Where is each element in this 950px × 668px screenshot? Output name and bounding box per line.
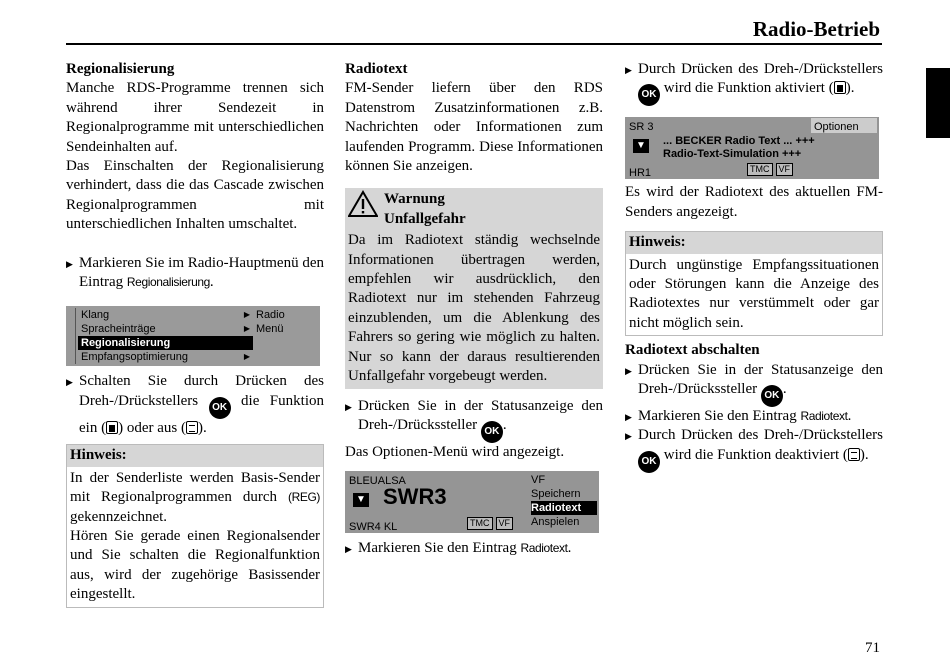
note-box [625,231,883,336]
page-number: 71 [865,640,880,656]
warning-triangle-icon [348,190,378,218]
function-off-icon [186,421,198,434]
options-menu-screenshot: BLEUALSA ▼ SWR3 SWR4 KL TMC VF VF Speichern Radiotext Anspielen [345,471,599,533]
section-heading-regionalisierung: Regionalisierung [66,61,175,77]
note-body: Durch ungünstige Empfangssituationen oder Störungen kann die Anzeige des Radiotextes nur verstümmelt oder gar nicht möglich sein. [629,256,879,331]
warning-body: Da im Radiotext ständig wechselnde Informationen übertragen werden, empfehlen wir ausdrücklich, den Radiotext nur im stehenden Fahrzeug einzublenden, um die Ablenkung des Fahrers so gering wie möglich zu halten. Nur so kann der daraus resultierenden Unfallgefahr vorgebeugt werden. [348,232,600,385]
instruction-step: ▶ Markieren Sie im Radio-Hauptmenü den Eintrag Regionalisierung. [66,254,324,293]
column-regionalisierung [66,60,324,608]
function-off-icon [848,448,860,461]
function-on-icon [834,81,846,94]
options-label: Optionen [811,118,877,133]
tmc-badge: TMC [747,163,773,176]
paragraph: FM-Sender liefern über den RDS Datenstrom Zusatzinformationen z.B. Nachrichten oder Informationen zum laufenden Programm. Diese Informationen können Sie anzeigen. [345,80,603,175]
radiotext-display: ... BECKER Radio Text ... +++ Radio-Text-Simulation +++ [663,135,815,161]
instruction-step: ▶ Durch Drücken des Dreh-/Drückstellers OK wird die Funktion deaktiviert ( ). [625,426,883,472]
options-menu: VF Speichern Radiotext Anspielen [531,473,597,529]
menu-list [78,308,253,364]
instruction-step: ▶ Drücken Sie in der Statusanzeige den Dreh-/Drückssteller OK . [345,397,603,443]
radiotext-screenshot: SR 3 Optionen ▼ ... BECKER Radio Text ... +++ Radio-Text-Simulation +++ HR1 TMC VF [625,117,879,179]
station-flag-icon: ▼ [353,493,369,507]
paragraph: Das Einschalten der Regionalisierung verhindert, dass die das Cascade zwischen Regionalprogrammen mit unterschiedlichen Inhalten umschaltet. [66,158,324,233]
warning-box [345,188,603,388]
menu-item: Klang ▶ [81,309,250,322]
column-radiotext [345,60,603,559]
paragraph: Manche RDS-Programme trennen sich während ihrer Sendezeit in Regionalprogramme mit unterschiedlichen Sendeinhalten auf. [66,80,324,155]
column-radiotext-continued [625,60,883,473]
station-name: SWR3 [383,484,447,510]
note-title: Hinweis: [626,232,882,253]
function-on-icon [106,421,118,434]
tmc-badge: TMC [467,517,493,530]
note-body: In der Senderliste werden Basis-Sender mit Regionalprogrammen durch (REG) gekennzeichnet. Hören Sie gerade einen Regionalsender und Sie schalten die Regionalfunktion aus, wird der zugehörige Basissender eingestellt. [70,469,320,603]
section-heading-radiotext-off: Radiotext abschalten [625,342,760,359]
menu-item: Spracheinträge ▶ [81,323,250,336]
menu-item-selected: Regionalisierung [78,336,253,350]
instruction-step: ▶ Drücken Sie in der Statusanzeige den Dreh-/Drückssteller OK . [625,361,883,407]
vf-badge: VF [496,517,514,530]
ok-button-icon: OK [209,397,231,419]
instruction-step: ▶ Markieren Sie den Eintrag Radiotext. [625,407,883,426]
vf-badge: VF [776,163,794,176]
menu-item: Empfangsoptimierung ▶ [81,351,250,364]
warning-title: Warnung [384,191,445,208]
station-flag-icon: ▼ [633,139,649,153]
menu-entry-name: Regionalisierung [126,275,210,290]
chapter-tab-marker [926,68,950,138]
instruction-step: ▶ Schalten Sie durch Drücken des Dreh-/Drückstellers OK die Funktion ein ( ) oder aus ( ). [66,372,324,438]
instruction-step: ▶ Markieren Sie den Eintrag Radiotext. [345,539,603,558]
header-rule [66,43,882,45]
note-box [66,444,324,607]
radio-menu-screenshot [66,306,320,366]
instruction-step: ▶ Durch Drücken des Dreh-/Drückstellers OK wird die Funktion aktiviert ( ). [625,60,883,106]
menu-side-label: Radio Menü [256,309,285,336]
note-title: Hinweis: [67,445,323,466]
ok-button-icon: OK [761,385,783,407]
paragraph: Es wird der Radiotext des aktuellen FM-Senders angezeigt. [625,184,883,220]
page-header-title: Radio-Betrieb [752,17,880,41]
ok-button-icon: OK [481,421,503,443]
options-menu-selected: Radiotext [531,501,597,515]
section-heading-radiotext: Radiotext [345,61,408,77]
warning-subtitle: Unfallgefahr [384,210,466,227]
paragraph: Das Optionen-Menü wird angezeigt. [345,443,565,460]
ok-button-icon: OK [638,84,660,106]
ok-button-icon: OK [638,451,660,473]
